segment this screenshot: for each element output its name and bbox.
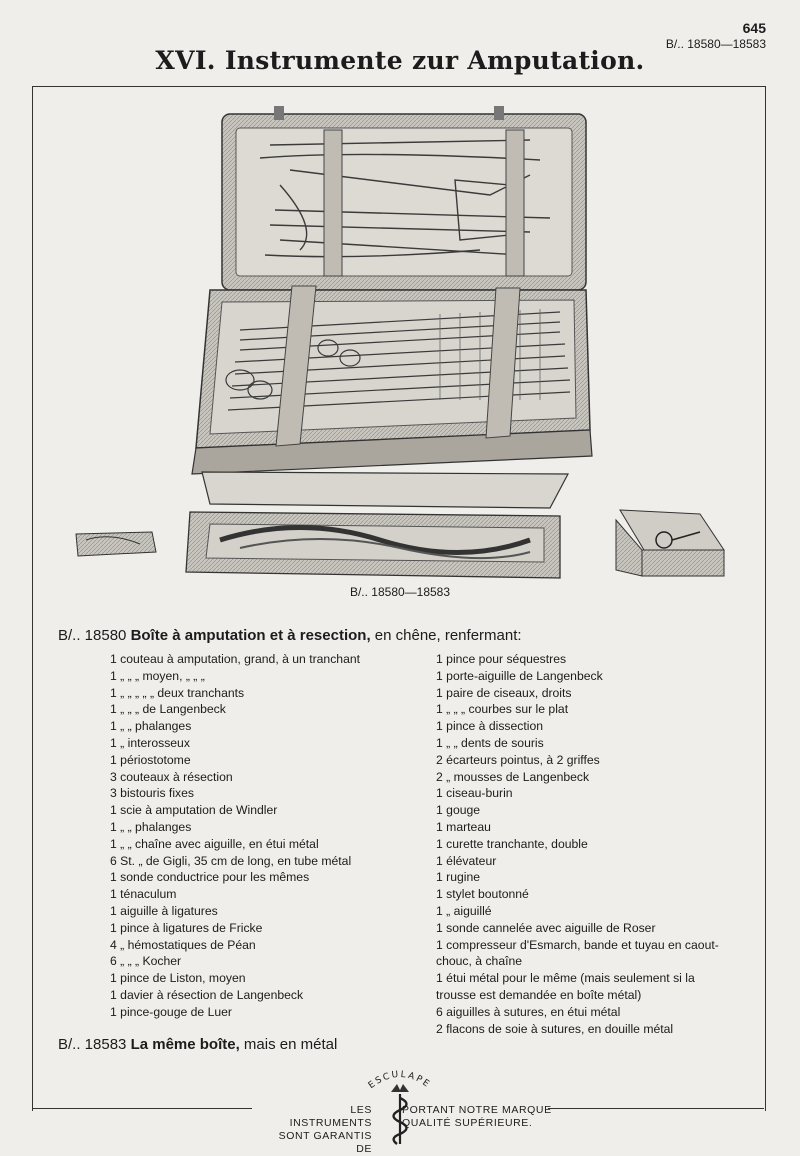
list-item: 1 étui métal pour le même (mais seulement si la trousse est demandée en boîte métal) bbox=[436, 971, 695, 1002]
list-item: 2 „ mousses de Langenbeck bbox=[436, 769, 590, 784]
list-item: 1 sonde cannelée avec aiguille de Roser bbox=[436, 920, 656, 935]
small-case-left bbox=[76, 532, 156, 556]
list-item: 6 aiguilles à sutures, en étui métal bbox=[436, 1004, 621, 1019]
list-item: 1 ciseau-burin bbox=[436, 786, 513, 801]
list-item: 1 pince de Liston, moyen bbox=[110, 971, 246, 986]
list-item: 1 stylet boutonné bbox=[436, 887, 529, 902]
list-item: 2 flacons de soie à sutures, en douille métal bbox=[436, 1021, 674, 1036]
list-item: 1 davier à résection de Langenbeck bbox=[110, 987, 304, 1002]
list-item: 1 „ „ „ de Langenbeck bbox=[110, 702, 226, 717]
section-name: La même boîte, bbox=[130, 1036, 240, 1053]
amputation-case-illustration bbox=[60, 100, 740, 600]
list-item: 1 compresseur d'Esmarch, bande et tuyau en caout-chouc, à chaîne bbox=[436, 937, 719, 969]
list-item: 1 porte-aiguille de Langenbeck bbox=[436, 668, 603, 683]
list-item: 1 „ „ phalanges bbox=[110, 719, 192, 734]
section-code: B/.. 18583 bbox=[58, 1036, 127, 1053]
list-item: 1 „ „ chaîne avec aiguille, en étui métal bbox=[110, 836, 319, 851]
case-lid bbox=[222, 106, 586, 290]
list-item: 1 pince à ligatures de Fricke bbox=[110, 920, 263, 935]
list-item: 1 aiguille à ligatures bbox=[110, 903, 218, 918]
list-item: 1 „ „ „ moyen, „ „ „ bbox=[110, 668, 205, 683]
case-base bbox=[192, 286, 592, 474]
section-code: B/.. 18580 bbox=[58, 627, 127, 644]
list-item: 1 gouge bbox=[436, 803, 481, 818]
list-item: 1 paire de ciseaux, droits bbox=[436, 685, 572, 700]
footer-text-right bbox=[402, 1104, 552, 1130]
list-item: 1 rugine bbox=[436, 870, 481, 885]
list-item: 1 marteau bbox=[436, 819, 491, 834]
list-item: 1 curette tranchante, double bbox=[436, 836, 588, 851]
tubing-box bbox=[186, 472, 568, 578]
list-item: 6 St. „ de Gigli, 35 cm de long, en tube métal bbox=[110, 853, 352, 868]
list-item: 1 „ „ phalanges bbox=[110, 819, 192, 834]
section-description: en chêne, renfermant: bbox=[370, 627, 522, 644]
section-heading-18580 bbox=[58, 627, 522, 644]
list-item: 3 couteaux à résection bbox=[110, 769, 233, 784]
left-instrument-list bbox=[110, 651, 420, 1021]
list-item: 1 élévateur bbox=[436, 853, 497, 868]
list-item: 1 pince à dissection bbox=[436, 719, 544, 734]
list-item: 1 „ interosseux bbox=[110, 735, 190, 750]
list-item: 1 „ aiguillé bbox=[436, 903, 492, 918]
right-instrument-list bbox=[436, 651, 766, 1037]
list-item: 1 sonde conductrice pour les mêmes bbox=[110, 870, 310, 885]
footer-rule-left bbox=[32, 1108, 252, 1109]
list-item: 6 „ „ „ Kocher bbox=[110, 954, 182, 969]
small-case-right bbox=[616, 510, 724, 576]
footer-left-line-1: LES INSTRUMENTS bbox=[289, 1104, 372, 1129]
list-item: 1 couteau à amputation, grand, à un tranchant bbox=[110, 652, 361, 666]
section-name: Boîte à amputation et à resection, bbox=[130, 627, 371, 644]
list-item: 1 „ „ „ „ „ deux tranchants bbox=[110, 685, 245, 700]
svg-text:ESCULAPE: ESCULAPE bbox=[366, 1069, 433, 1092]
figure-caption: B/.. 18580—18583 bbox=[349, 585, 451, 599]
footer-right-line-1: PORTANT NOTRE MARQUE bbox=[402, 1104, 552, 1116]
footer-rule-right bbox=[548, 1108, 764, 1109]
list-item: 2 écarteurs pointus, à 2 griffes bbox=[436, 752, 600, 767]
section-heading-18583 bbox=[58, 1036, 337, 1053]
list-item: 1 scie à amputation de Windler bbox=[110, 803, 278, 818]
page-reference: B/.. 18580—18583 bbox=[665, 37, 766, 51]
footer-right-line-2: QUALITÉ SUPÉRIEURE. bbox=[402, 1117, 533, 1129]
list-item: 1 pince-gouge de Luer bbox=[110, 1004, 232, 1019]
footer-text-left bbox=[272, 1104, 372, 1156]
list-item: 1 pince pour séquestres bbox=[436, 652, 567, 666]
list-item: 4 „ hémostatiques de Péan bbox=[110, 937, 256, 952]
list-item: 1 ténaculum bbox=[110, 887, 177, 902]
list-item: 1 „ „ „ courbes sur le plat bbox=[436, 702, 569, 717]
list-item: 1 périostotome bbox=[110, 752, 191, 767]
page-number: 645 bbox=[742, 20, 766, 36]
page-title: XVI. Instrumente zur Amputation. bbox=[155, 46, 645, 75]
list-item: 1 „ „ dents de souris bbox=[436, 735, 544, 750]
footer-left-line-2: SONT GARANTIS DE bbox=[278, 1130, 372, 1155]
list-item: 3 bistouris fixes bbox=[110, 786, 194, 801]
section-description: mais en métal bbox=[239, 1036, 338, 1053]
